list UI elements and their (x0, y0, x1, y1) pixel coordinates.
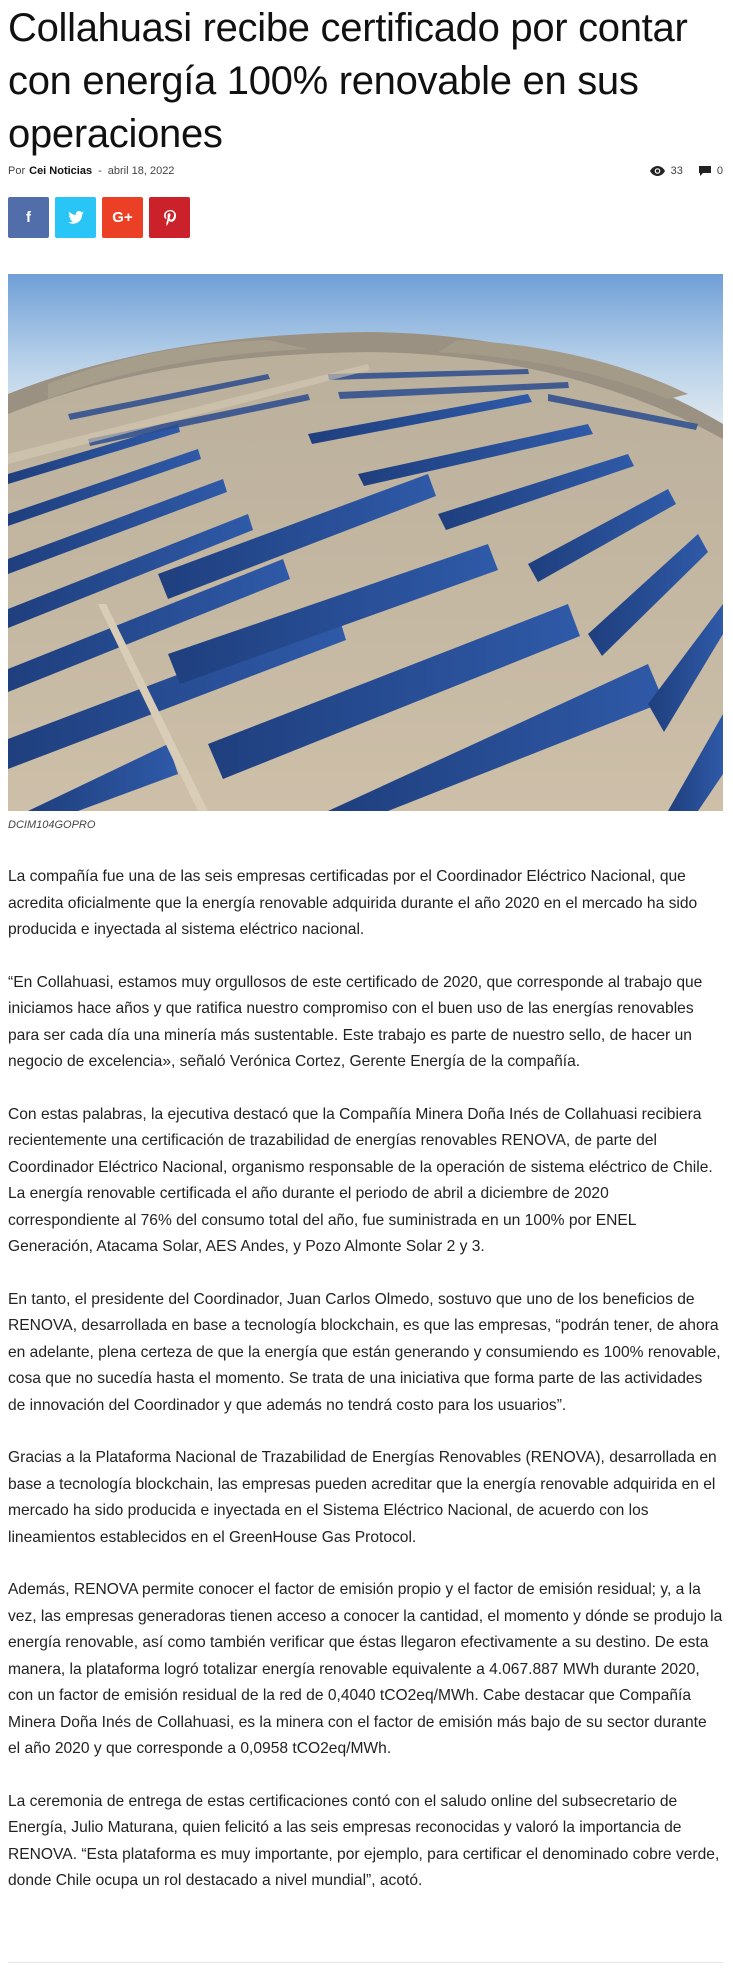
twitter-share-button[interactable] (55, 197, 96, 238)
comments-count: 0 (716, 165, 723, 177)
twitter-icon (68, 211, 84, 224)
publish-date: abril 18, 2022 (107, 165, 175, 177)
article-body (8, 864, 723, 1921)
facebook-icon: f (26, 209, 31, 226)
solar-field-illustration (8, 274, 723, 811)
paragraph: La ceremonia de entrega de estas certificaciones contó con el saludo online del subsecretario de Energía, Julio Maturana, quien felicitó a las seis empresas reconocidas y valoró la importancia de RENOVA. “Esta plataforma es muy importante, por ejemplo, para certificar el denominado cobre verde, donde Chile ocupa un rol destacado a nivel mundial”, acotó. (8, 1792, 720, 1889)
views-count: 33 (670, 165, 683, 177)
paragraph: “En Collahuasi, estamos muy orgullosos de este certificado de 2020, que corresponde al trabajo que iniciamos hace años y que ratifica nuestro compromiso con el buen uso de las energías renovables para ser cada día una minería más sustentable. Este trabajo es parte de nuestro sello, de hacer un negocio de excelencia», señaló Verónica Cortez, Gerente Energía de la compañía. (8, 973, 703, 1070)
pinterest-share-button[interactable] (149, 197, 190, 238)
share-buttons (8, 197, 190, 238)
article-image-solar-plant (8, 274, 723, 811)
views-counter (650, 165, 683, 177)
article-title: Collahuasi recibe certificado por contar con energía 100% renovable en sus operaciones (8, 6, 688, 156)
footer-divider (8, 1962, 723, 1963)
paragraph: En tanto, el presidente del Coordinador, Juan Carlos Olmedo, sostuvo que uno de los beneficios de RENOVA, desarrollada en base a tecnología blockchain, es que las empresas, “podrán tener, de ahora en adelante, plena certeza de que la energía que están generando y consumiendo es 100% renovable, cosa que no sucedía hasta el momento. Se trata de una iniciativa que forma parte de las actividades de innovación del Coordinador y que además no tendrá costo para los usuarios”. (8, 1290, 721, 1414)
paragraph: La compañía fue una de las seis empresas certificadas por el Coordinador Eléctrico Nacional, que acredita oficialmente que la energía renovable adquirida durante el año 2020 en el mercado ha sido producida e inyectada al sistema eléctrico nacional. (8, 868, 698, 938)
google-plus-share-button[interactable] (102, 197, 143, 238)
facebook-share-button[interactable] (8, 197, 49, 238)
paragraph: Gracias a la Plataforma Nacional de Trazabilidad de Energías Renovables (RENOVA), desarrollada en base a tecnología blockchain, las empresas pueden acreditar que la energía renovable adquirida en el mercado ha sido producida e inyectada en el Sistema Eléctrico Nacional, de acuerdo con los lineamientos establecidos en el GreenHouse Gas Protocol. (8, 1449, 717, 1546)
article-stats (650, 165, 723, 177)
author-link[interactable]: Cei Noticias (29, 165, 93, 177)
comment-icon (699, 166, 711, 176)
image-caption: DCIM104GOPRO (8, 819, 96, 831)
google-plus-icon: G+ (112, 209, 133, 226)
paragraph: Además, RENOVA permite conocer el factor de emisión propio y el factor de emisión residual; y, a la vez, las empresas generadoras tienen acceso a conocer la cantidad, el momento y dónde se produjo la energía renovable, así como también verificar que éstas llegaron efectivamente a su destino. De esta manera, la plataforma logró totalizar energía renovable equivalente a 4.067.887 MWh durante 2020, con un factor de emisión residual de la red de 0,4040 tCO2eq/MWh. Cabe destacar que Compañía Minera Doña Inés de Collahuasi, es la minera con el factor de emisión más bajo de su sector durante el año 2020 y que corresponde a 0,0958 tCO2eq/MWh. (8, 1581, 723, 1757)
eye-icon (650, 166, 665, 176)
comments-counter[interactable] (699, 165, 723, 177)
article-meta (8, 163, 723, 179)
by-label: Por (8, 165, 26, 177)
paragraph: Con estas palabras, la ejecutiva destacó que la Compañía Minera Doña Inés de Collahuasi recibiera recientemente una certificación de trazabilidad de energías renovables RENOVA, de parte del Coordinador Eléctrico Nacional, organismo responsable de la operación de sistema eléctrico de Chile. La energía renovable certificada el año durante el periodo de abril a diciembre de 2020 correspondiente al 76% del consumo total del año, fue suministrada en un 100% por ENEL Generación, Atacama Solar, AES Andes, y Pozo Almonte Solar 2 y 3. (8, 1105, 713, 1255)
pinterest-icon (164, 210, 176, 226)
meta-separator: - (98, 165, 102, 177)
